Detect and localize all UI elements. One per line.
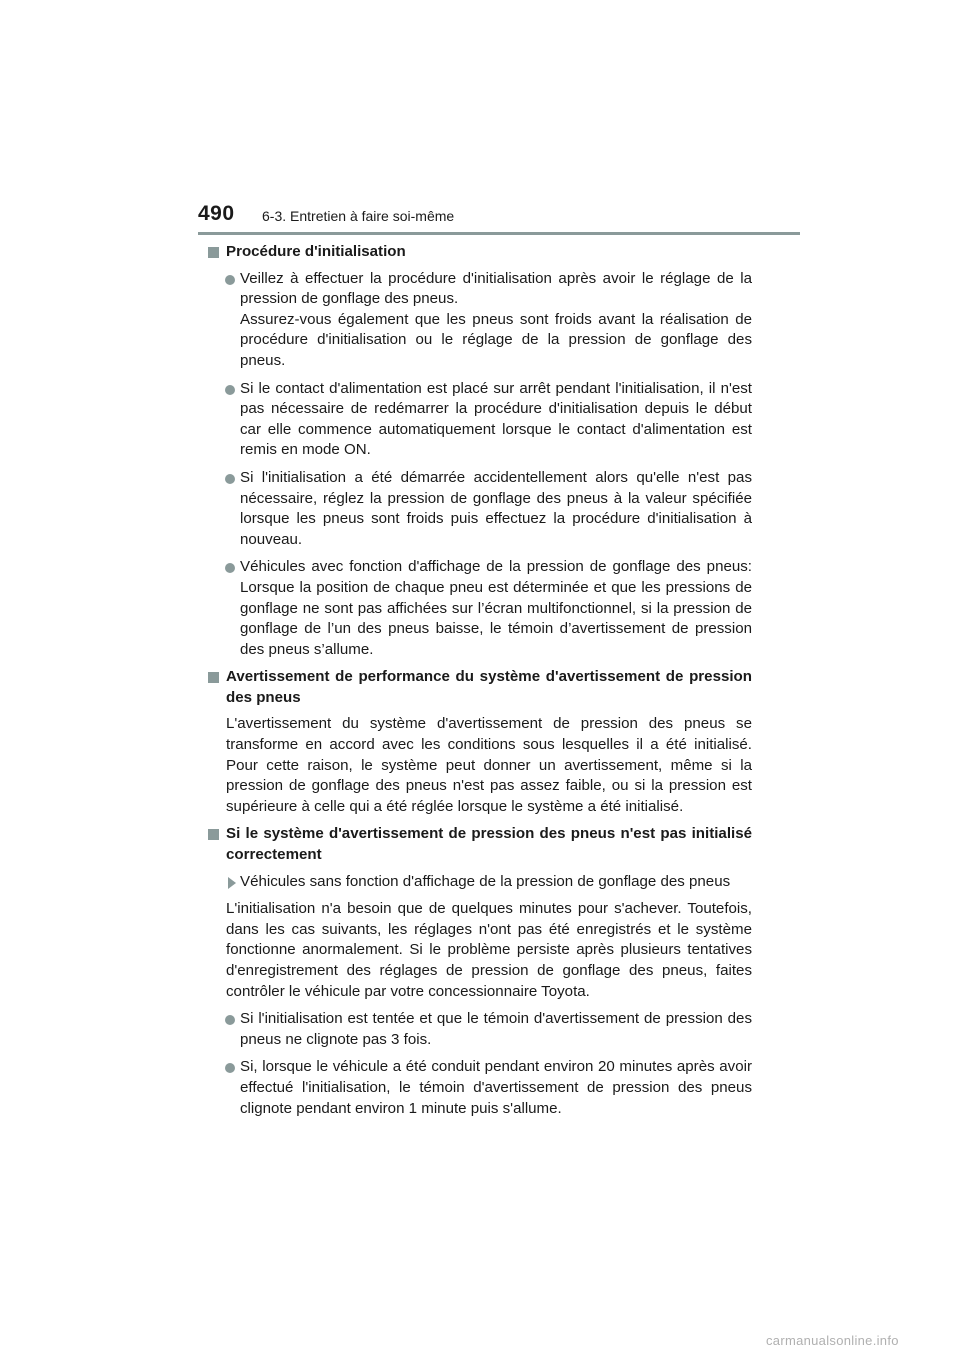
square-bullet-icon [208,829,219,840]
heading-not-initialised [206,824,752,865]
list-item-text: Si, lorsque le véhicule a été conduit pendant environ 20 minutes après avoir effectué l'initialisation, le témoin d'avertissement de pression des pneus clignote pendant environ 1 minute puis s'allume. [240,1058,752,1117]
header-rule [198,232,800,235]
heading-initialisation [206,242,752,263]
heading-text: Si le système d'avertissement de pression des pneus n'est pas initialisé correctement [226,825,752,864]
list-item [206,379,752,461]
triangle-bullet-icon [228,877,236,889]
list-item [206,557,752,660]
round-bullet-icon [225,563,235,573]
page-number: 490 [198,202,235,225]
heading-performance [206,667,752,708]
condition-item [206,872,752,893]
heading-text: Avertissement de performance du système d'avertissement de pression des pneus [226,668,752,706]
list-item [206,1057,752,1119]
list-item [206,269,752,372]
list-item-text: Si le contact d'alimentation est placé sur arrêt pendant l'initialisation, il n'est pas nécessaire de redémarrer la procédure d'initialisation depuis le début car elle commence automatiquement lorsque le contact d'alimentation est remis en mode ON. [240,379,752,459]
page-content [206,242,752,1126]
square-bullet-icon [208,247,219,258]
list-item [206,468,752,550]
round-bullet-icon [225,1015,235,1025]
list-item-text: Assurez-vous également que les pneus sont froids avant la réalisation de procédure d'initialisation ou le réglage de la pression de gonflage des pneus. [240,310,752,369]
square-bullet-icon [208,672,219,683]
list-item [206,1009,752,1050]
condition-text: Véhicules sans fonction d'affichage de la pression de gonflage des pneus [240,872,731,890]
round-bullet-icon [225,275,235,285]
list-item-text: Veillez à effectuer la procédure d'initialisation après avoir le réglage de la pression de gonflage des pneus. [240,269,752,308]
round-bullet-icon [225,474,235,484]
list-item-text: Si l'initialisation a été démarrée accidentellement alors qu'elle n'est pas nécessaire, réglez la pression de gonflage des pneus à la valeur spécifiée lorsque les pneus sont froids puis effectuez la procédure d'initialisation à nouveau. [240,468,752,548]
list-item-text: Véhicules avec fonction d'affichage de la pression de gonflage des pneus: Lorsque la position de chaque pneu est déterminée et que les pressions de gonflage ne sont pas affichées sur l’écran multifonctionnel, si la pression de gonflage de l’un des pneus baisse, le témoin d’avertissement de pression des pneus s’allume. [240,558,752,658]
round-bullet-icon [225,1063,235,1073]
paragraph: L'initialisation n'a besoin que de quelques minutes pour s'achever. Toutefois, dans les cas suivants, les réglages n'ont pas été enregistrés et le système fonctionne anormalement. Si le problème persiste après plusieurs tentatives d'enregistrement des réglages de pression de gonflage des pneus, faites contrôler le véhicule par votre concessionnaire Toyota. [226,900,752,1000]
heading-text: Procédure d'initialisation [226,243,406,260]
paragraph: L'avertissement du système d'avertissement de pression des pneus se transforme en accord avec les conditions sous lesquelles il a été initialisé. Pour cette raison, le système peut donner un avertissement, même si la pression de gonflage des pneus n'est pas assez faible, ou si la pression est supérieure à celle qui a été réglée lorsque le système a été initialisé. [226,715,752,815]
list-item-text: Si l'initialisation est tentée et que le témoin d'avertissement de pression des pneus ne clignote pas 3 fois. [240,1010,752,1048]
section-title: 6-3. Entretien à faire soi-même [262,208,455,224]
watermark: carmanualsonline.info [766,1333,899,1348]
round-bullet-icon [225,385,235,395]
